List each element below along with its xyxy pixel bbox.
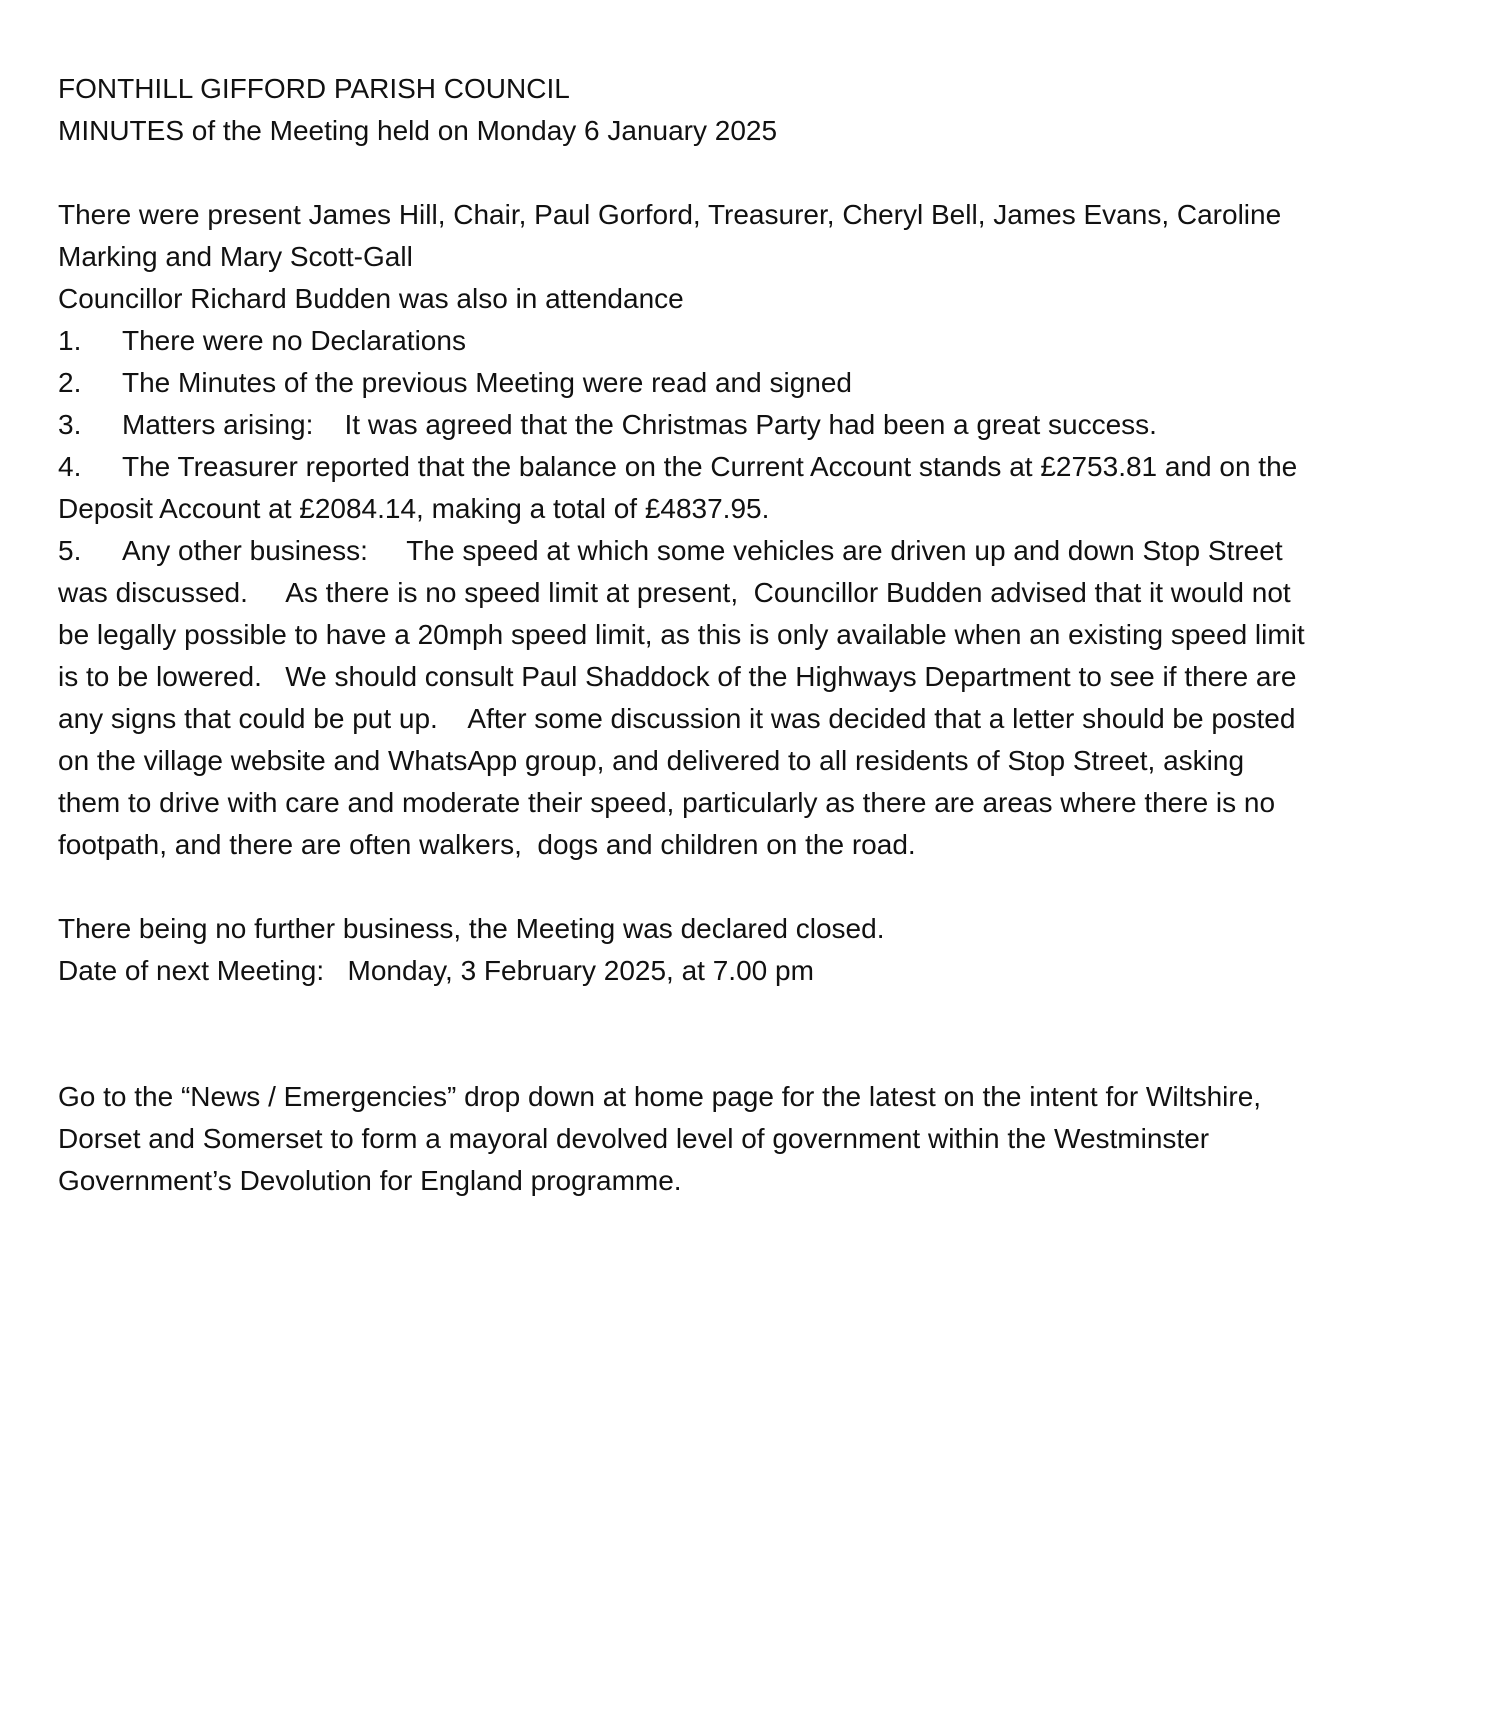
attendance-line-2: Marking and Mary Scott-Gall: [58, 241, 413, 272]
item-number: 5.: [58, 535, 82, 566]
item-number: 4.: [58, 451, 82, 482]
item-text: There were no Declarations: [122, 325, 466, 356]
item-5-line: them to drive with care and moderate their speed, particularly as there are areas where there is no: [58, 787, 1276, 818]
minutes-title: MINUTES of the Meeting held on Monday 6 January 2025: [58, 115, 778, 146]
item-5-line: footpath, and there are often walkers, dogs and children on the road.: [58, 829, 916, 860]
agenda-item-4-continued: Deposit Account at £2084.14, making a total of £4837.95.: [58, 493, 770, 524]
spacer: [58, 992, 1478, 1076]
spacer: [58, 866, 1478, 908]
item-5-line: be legally possible to have a 20mph speed limit, as this is only available when an existing speed limit: [58, 619, 1305, 650]
next-meeting-date: Date of next Meeting: Monday, 3 February 2025, at 7.00 pm: [58, 955, 814, 986]
council-name: FONTHILL GIFFORD PARISH COUNCIL: [58, 73, 570, 104]
item-5-line: any signs that could be put up. After some discussion it was decided that a letter should be posted: [58, 703, 1296, 734]
item-number: 1.: [58, 325, 82, 356]
agenda-item-1: [58, 320, 1478, 362]
item-text: Matters arising: It was agreed that the Christmas Party had been a great success.: [122, 409, 1157, 440]
devolution-notice-line: Government’s Devolution for England programme.: [58, 1165, 682, 1196]
spacer: [58, 152, 1478, 194]
item-text: The Treasurer reported that the balance on the Current Account stands at £2753.81 and on the: [122, 451, 1298, 482]
agenda-item-2: [58, 362, 1478, 404]
also-attending: Councillor Richard Budden was also in attendance: [58, 283, 684, 314]
agenda-item-5: [58, 530, 1478, 572]
item-5-line: was discussed. As there is no speed limit at present, Councillor Budden advised that it would not: [58, 577, 1291, 608]
item-5-line: is to be lowered. We should consult Paul Shaddock of the Highways Department to see if there are: [58, 661, 1297, 692]
minutes-document: [58, 68, 1478, 1202]
item-5-line: on the village website and WhatsApp group, and delivered to all residents of Stop Street, asking: [58, 745, 1245, 776]
meeting-closed: There being no further business, the Meeting was declared closed.: [58, 913, 885, 944]
agenda-item-4: [58, 446, 1478, 488]
devolution-notice-line: Dorset and Somerset to form a mayoral devolved level of government within the Westminster: [58, 1123, 1210, 1154]
item-text: The Minutes of the previous Meeting were read and signed: [122, 367, 852, 398]
item-number: 3.: [58, 409, 82, 440]
attendance-line-1: There were present James Hill, Chair, Paul Gorford, Treasurer, Cheryl Bell, James Evans, Caroline: [58, 199, 1282, 230]
agenda-item-3: [58, 404, 1478, 446]
item-text: Any other business: The speed at which some vehicles are driven up and down Stop Street: [122, 535, 1283, 566]
devolution-notice-line: Go to the “News / Emergencies” drop down at home page for the latest on the intent for Wiltshire,: [58, 1081, 1262, 1112]
item-number: 2.: [58, 367, 82, 398]
